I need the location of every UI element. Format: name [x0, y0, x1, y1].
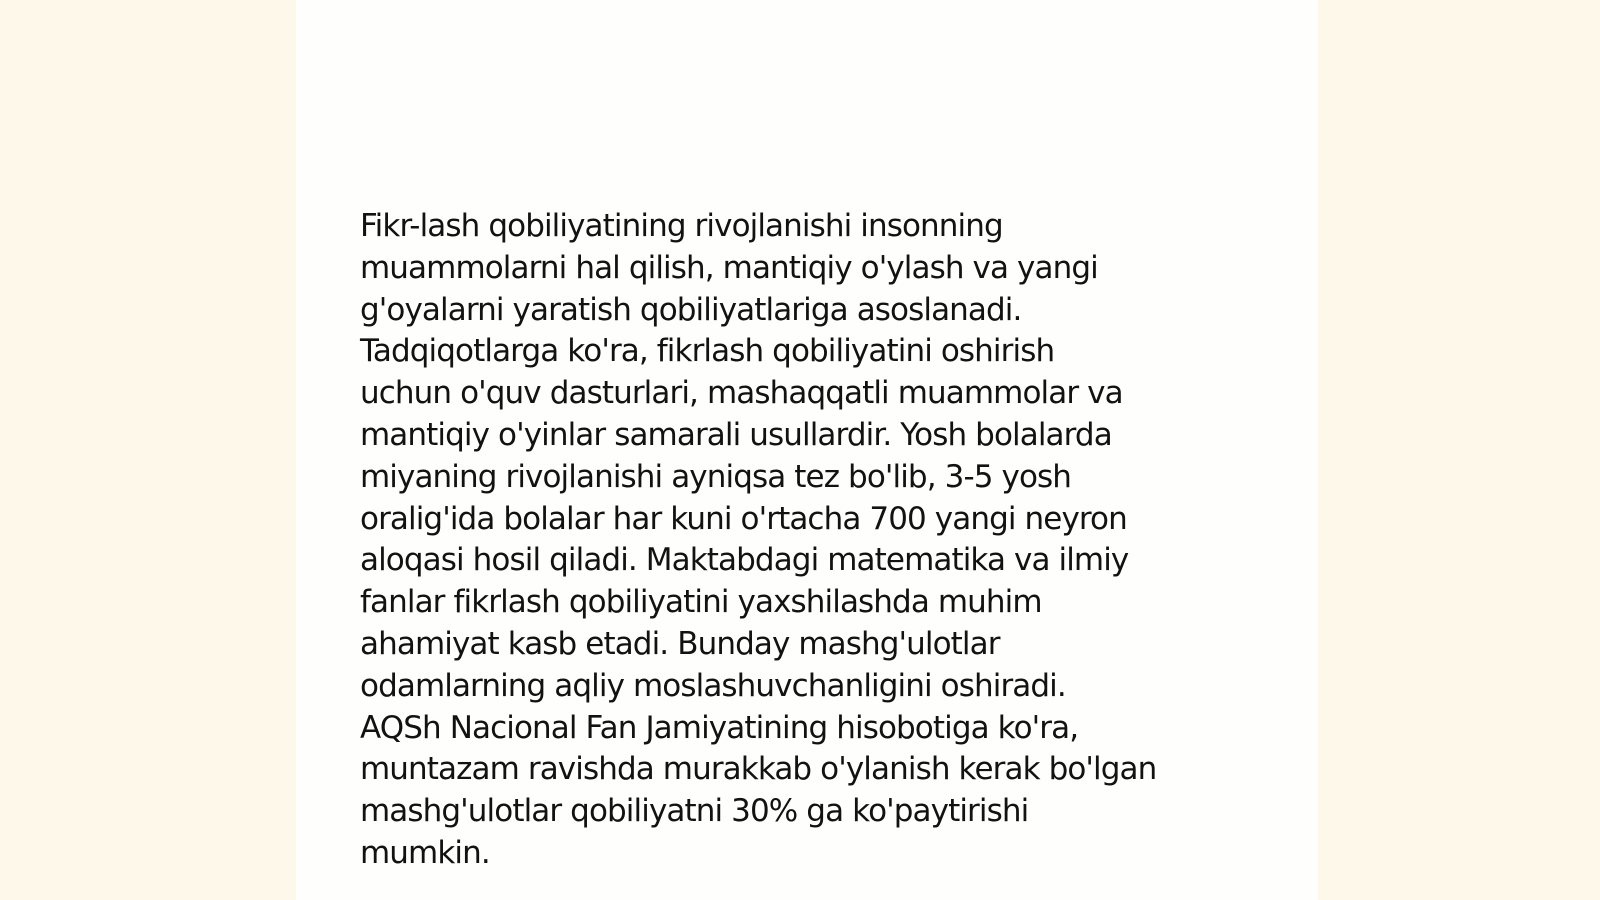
document-page — [296, 0, 1318, 900]
paragraph-line: odamlarning aqliy moslashuvchanligini oshiradi. — [360, 667, 1066, 704]
paragraph-line: oralig'ida bolalar har kuni o'rtacha 700 yangi neyron — [360, 500, 1127, 537]
body-paragraph — [360, 206, 1250, 875]
paragraph-line: miyaning rivojlanishi ayniqsa tez bo'lib, 3-5 yosh — [360, 458, 1072, 495]
paragraph-line: mantiqiy o'yinlar samarali usullardir. Yosh bolalarda — [360, 416, 1112, 453]
paragraph-line: fanlar fikrlash qobiliyatini yaxshilashda muhim — [360, 584, 1042, 621]
paragraph-line: Fikr-lash qobiliyatining rivojlanishi insonning — [360, 208, 1003, 244]
paragraph-line: muntazam ravishda murakkab o'ylanish kerak bo'lgan — [360, 751, 1157, 788]
paragraph-line: ahamiyat kasb etadi. Bunday mashg'ulotlar — [360, 625, 1000, 662]
paragraph-line: aloqasi hosil qiladi. Maktabdagi matematika va ilmiy — [360, 542, 1129, 579]
paragraph-line: mashg'ulotlar qobiliyatni 30% ga ko'paytirishi — [360, 793, 1029, 830]
paragraph-line: mumkin. — [360, 834, 490, 871]
paragraph-line: Tadqiqotlarga ko'ra, fikrlash qobiliyatini oshirish — [360, 333, 1055, 370]
paragraph-line: AQSh Nacional Fan Jamiyatining hisobotiga ko'ra, — [360, 709, 1079, 746]
paragraph-line: muammolarni hal qilish, mantiqiy o'ylash va yangi — [360, 249, 1098, 286]
paragraph-line: uchun o'quv dasturlari, mashaqqatli muammolar va — [360, 375, 1123, 412]
paragraph-line: g'oyalarni yaratish qobiliyatlariga asoslanadi. — [360, 291, 1022, 328]
